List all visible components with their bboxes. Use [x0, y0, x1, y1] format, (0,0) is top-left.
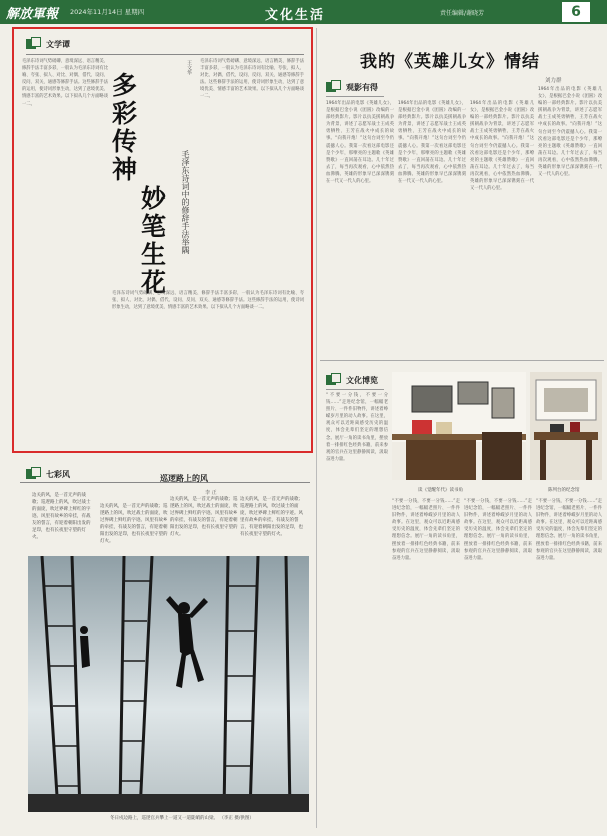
title-char: 花: [141, 268, 167, 297]
film-body-col2: [398, 100, 466, 355]
section-marker-icon: [26, 467, 42, 481]
section-divider: [26, 54, 304, 55]
film-section-header: [326, 80, 378, 94]
patrol-photo-image: [28, 556, 309, 812]
poem-text: 边关的风，是一首无声的战歌；巡逻路上的风，吹过战士的面庞，吹过界碑上鲜红的字迹。风里有故乡的牵挂，有战友的誓言，有迎着朝阳出发的足印，也有长夜里守望的灯火。: [32, 493, 91, 540]
film-body-text: 1964年出品的电影《英雄儿女》，是根据巴金小说《团圆》改编的一部经典影片。影片以抗美援朝战争为背景，讲述了志愿军战士王成英勇牺牲、王芳在战火中成长的故事。“向我开炮！”这句台词至今仍震撼人心。我第一次看这部电影还是个少年，那嘹亮的主题歌《英雄赞歌》一直回荡在耳边。几十年过去了，每当再次观看，心中依然热血沸腾。英雄的形象早已深深镌刻在一代又一代人的心里。: [470, 101, 534, 192]
title-char: 彩: [112, 99, 138, 128]
literature-body-col1: [22, 58, 108, 446]
exhibit-body-col2: [392, 498, 460, 828]
section-marker-icon: [326, 80, 342, 94]
column-divider: [316, 28, 317, 828]
reading-corner-caption: 读《觉醒年代》读书角: [418, 488, 463, 493]
literature-byline: 王文华: [186, 60, 192, 75]
poem-text: 边关的风，是一首无声的战歌；巡逻路上的风，吹过战士的面庞，吹过界碑上鲜红的字迹。风里有故乡的牵挂，有战友的誓言，有迎着朝阳出发的足印，也有长夜里守望的灯火。: [100, 504, 168, 544]
film-body-col1: [326, 100, 394, 355]
film-article-byline: 刘力群: [545, 78, 562, 84]
poem-section-header: [26, 467, 70, 481]
section-marker-icon: [326, 373, 342, 387]
section-divider: [320, 360, 604, 361]
film-body-text: 1964年出品的电影《英雄儿女》，是根据巴金小说《团圆》改编的一部经典影片。影片以抗美援朝战争为背景，讲述了志愿军战士王成英勇牺牲、王芳在战火中成长的故事。“向我开炮！”这句台词至今仍震撼人心。我第一次看这部电影还是个少年，那嘹亮的主题歌《英雄赞歌》一直回荡在耳边。几十年过去了，每当再次观看，心中依然热血沸腾。英雄的形象早已深深镌刻在一代又一代人的心里。: [538, 87, 602, 178]
title-char: 神: [112, 155, 138, 184]
poem-section-label: 七彩风: [46, 469, 70, 479]
exhibit-section-label: 文化博览: [346, 375, 378, 385]
photo-caption-text: 冬日戍边路上，巡逻官兵攀上一道又一道陡峭的山梁。: [110, 816, 218, 821]
exhibit-body-text: “不要一分钱，不要一分钱……”走进纪念馆，一幅幅老照片、一件件旧物件，讲述着峥嵘岁月里的动人故事。在这里，观众可以近距离感受历史的温度，体会先辈们坚定的理想信念。展厅一角的读书角里，摆放着一排排红色经典书籍，前来参观的官兵在这里静静阅读，汲取奋进力量。: [536, 499, 602, 561]
exhibit-section-header: [326, 373, 378, 387]
poem-col2: [100, 503, 168, 553]
literature-body-text: 毛泽东诗词气势磅礴、意境深远、语言精美、修辞手法丰富多彩，一般认为毛泽东诗词有比喻、夸张、拟人、对比、对偶、借代、设问、反问、双关、通感等修辞手法。这些修辞手法的运用，使诗词形象生动，达到了意境优美、情感丰富的艺术效果。以下拟从几个方面略谈一二。: [112, 291, 304, 311]
literature-title-part2: [141, 185, 171, 297]
patrol-photo-caption: [110, 815, 310, 821]
exhibit-body-text: “不要一分钱，不要一分钱……”走进纪念馆，一幅幅老照片、一件件旧物件，讲述着峥嵘岁月里的动人故事。在这里，观众可以近距离感受历史的温度，体会先辈们坚定的理想信念。展厅一角的读书角里，摆放着一排排红色经典书籍，前来参观的官兵在这里静静阅读，汲取奋进力量。: [464, 499, 532, 561]
poem-col4: [240, 496, 306, 552]
poem-text: 边关的风，是一首无声的战歌；巡逻路上的风，吹过战士的面庞，吹过界碑上鲜红的字迹。风里有故乡的牵挂，有战友的誓言，有迎着朝阳出发的足印，也有长夜里守望的灯火。: [170, 497, 238, 537]
reading-corner-photo: [392, 372, 526, 480]
editor-credit: 责任编辑/谢晓芳: [440, 10, 485, 17]
issue-date: 2024年11月14日 星期四: [70, 8, 145, 16]
poem-text: 边关的风，是一首无声的战歌；巡逻路上的风，吹过战士的面庞，吹过界碑上鲜红的字迹。风里有故乡的牵挂，有战友的誓言，有迎着朝阳出发的足印，也有长夜里守望的灯火。: [240, 497, 303, 537]
reading-corner-image: [392, 372, 526, 480]
title-char: 笔: [141, 212, 167, 241]
poem-author: 李 正: [205, 490, 217, 496]
title-char: 传: [112, 127, 138, 156]
exhibit-body-col4: [536, 498, 602, 828]
exhibit-table-image: [530, 372, 602, 480]
literature-body-col2: [200, 58, 304, 286]
patrol-photo: [28, 556, 309, 812]
title-char: 多: [112, 71, 138, 100]
exhibit-body-col1: [326, 392, 388, 828]
literature-subtitle: 毛泽东诗词中的修辞手法举隅: [181, 150, 190, 254]
literature-section-label: 文学谭: [46, 39, 70, 49]
exhibit-table-caption: 陈列台的纪念馆: [548, 488, 580, 493]
exhibit-body-col3: [464, 498, 532, 828]
literature-title-part1: [112, 72, 142, 184]
film-body-text: 1964年出品的电影《英雄儿女》，是根据巴金小说《团圆》改编的一部经典影片。影片以抗美援朝战争为背景，讲述了志愿军战士王成英勇牺牲、王芳在战火中成长的故事。“向我开炮！”这句台词至今仍震撼人心。我第一次看这部电影还是个少年，那嘹亮的主题歌《英雄赞歌》一直回荡在耳边。几十年过去了，每当再次观看，心中依然热血沸腾。英雄的形象早已深深镌刻在一代又一代人的心里。: [398, 101, 466, 185]
exhibit-table-photo: [530, 372, 602, 480]
film-body-text: 1964年出品的电影《英雄儿女》，是根据巴金小说《团圆》改编的一部经典影片。影片以抗美援朝战争为背景，讲述了志愿军战士王成英勇牺牲、王芳在战火中成长的故事。“向我开炮！”这句台词至今仍震撼人心。我第一次看这部电影还是个少年，那嘹亮的主题歌《英雄赞歌》一直回荡在耳边。几十年过去了，每当再次观看，心中依然热血沸腾。英雄的形象早已深深镌刻在一代又一代人的心里。: [326, 101, 394, 185]
page-number: 6: [562, 2, 590, 22]
exhibit-body-text: “不要一分钱，不要一分钱……”走进纪念馆，一幅幅老照片、一件件旧物件，讲述着峥嵘岁月里的动人故事。在这里，观众可以近距离感受历史的温度，体会先辈们坚定的理想信念。展厅一角的读书角里，摆放着一排排红色经典书籍，前来参观的官兵在这里静静阅读，汲取奋进力量。: [326, 393, 388, 462]
poem-col3: [170, 496, 238, 552]
film-body-col4: [538, 86, 602, 355]
film-body-col3: [470, 100, 534, 355]
masthead-bar: [0, 0, 607, 24]
photo-credit: （李正 摄/供图）: [219, 816, 254, 821]
section-marker-icon: [26, 37, 42, 51]
literature-body-text: 毛泽东诗词气势磅礴、意境深远、语言精美、修辞手法丰富多彩，一般认为毛泽东诗词有比喻、夸张、拟人、对比、对偶、借代、设问、反问、双关、通感等修辞手法。这些修辞手法的运用，使诗词形象生动，达到了意境优美、情感丰富的艺术效果。以下拟从几个方面略谈一二。: [22, 59, 108, 107]
section-title: 文化生活: [265, 8, 326, 23]
masthead-logo: 解放軍報: [6, 7, 59, 22]
section-divider: [326, 96, 384, 97]
literature-body-col3: [112, 290, 304, 446]
section-divider: [326, 389, 384, 390]
film-article-headline: 我的《英雄儿女》情结: [360, 52, 540, 72]
title-char: 生: [141, 240, 167, 269]
literature-body-text: 毛泽东诗词气势磅礴、意境深远、语言精美、修辞手法丰富多彩，一般认为毛泽东诗词有比喻、夸张、拟人、对比、对偶、借代、设问、反问、双关、通感等修辞手法。这些修辞手法的运用，使诗词形象生动，达到了意境优美、情感丰富的艺术效果。以下拟从几个方面略谈一二。: [200, 59, 304, 100]
poem-col1: [32, 492, 94, 552]
film-section-label: 观影有得: [346, 82, 378, 92]
literature-section-header: [26, 37, 70, 51]
poem-title: 巡逻路上的风: [160, 473, 208, 483]
title-char: 妙: [141, 184, 167, 213]
exhibit-body-text: “不要一分钱，不要一分钱……”走进纪念馆，一幅幅老照片、一件件旧物件，讲述着峥嵘岁月里的动人故事。在这里，观众可以近距离感受历史的温度，体会先辈们坚定的理想信念。展厅一角的读书角里，摆放着一排排红色经典书籍，前来参观的官兵在这里静静阅读，汲取奋进力量。: [392, 499, 460, 561]
